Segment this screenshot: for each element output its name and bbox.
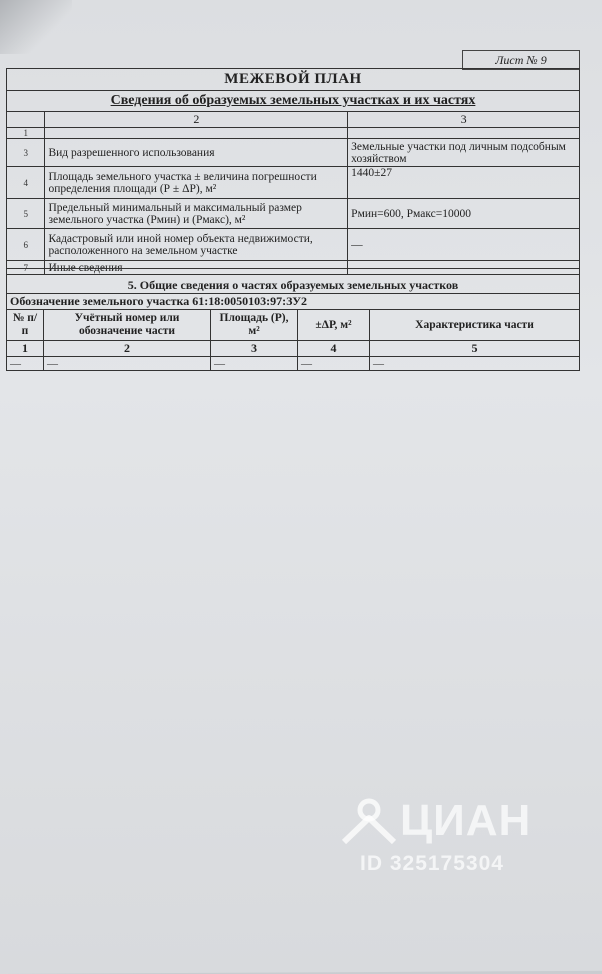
plan-subtitle: Сведения об образуемых земельных участках и их частях xyxy=(7,91,580,112)
row-label: Иные сведения xyxy=(45,261,348,275)
watermark-brand: ЦИАН xyxy=(400,796,532,845)
header-error: ±ΔР, м² xyxy=(298,310,370,341)
row-value: — xyxy=(348,261,580,275)
column-number-1: 1 xyxy=(7,341,44,357)
page-edge-shadow xyxy=(0,0,72,54)
column-header-1 xyxy=(7,112,45,128)
row-label: Кадастровый или иной номер объекта недвижимости, расположенного на земельном участке xyxy=(45,229,348,261)
table-row: 4 Площадь земельного участка ± величина погрешности определения площади (Р ± ΔР), м² 1440±27 xyxy=(7,167,580,199)
header-characteristic: Характеристика части xyxy=(370,310,580,341)
header-account-number: Учётный номер или обозначение части xyxy=(44,310,211,341)
column-number-5: 5 xyxy=(370,341,580,357)
parts-table xyxy=(6,268,580,371)
sheet-number: Лист № 9 xyxy=(495,52,547,67)
row-value: — xyxy=(348,229,580,261)
row-value: 1440±27 xyxy=(348,167,580,199)
section-title: 5. Общие сведения о частях образуемых земельных участков xyxy=(7,269,580,294)
row-label: Предельный минимальный и максимальный размер земельного участка (Рмин) и (Рмакс), м² xyxy=(45,199,348,229)
table-row: 6 Кадастровый или иной номер объекта недвижимости, расположенного на земельном участке — xyxy=(7,229,580,261)
cian-logo-icon xyxy=(336,790,402,856)
column-header-3: 3 xyxy=(348,112,580,128)
column-number-3: 3 xyxy=(211,341,298,357)
plan-table xyxy=(6,68,580,275)
table-row: 7 Иные сведения — xyxy=(7,261,580,275)
column-number-4: 4 xyxy=(298,341,370,357)
watermark xyxy=(336,780,556,880)
table-row: 5 Предельный минимальный и максимальный размер земельного участка (Рмин) и (Рмакс), м² Рмин=600, Рмакс=10000 xyxy=(7,199,580,229)
sheet-number-box xyxy=(462,50,580,70)
header-area: Площадь (Р), м² xyxy=(211,310,298,341)
header-number: № п/п xyxy=(7,310,44,341)
plan-title: МЕЖЕВОЙ ПЛАН xyxy=(7,69,580,91)
table-row: 3 Вид разрешенного использования Земельные участки под личным подсобным хозяйством xyxy=(7,139,580,167)
table-row: — — — — — xyxy=(7,357,580,371)
parcel-designation: Обозначение земельного участка 61:18:0050103:97:ЗУ2 xyxy=(7,294,580,310)
watermark-id: ID 325175304 xyxy=(360,852,504,875)
column-header-2: 2 xyxy=(45,112,348,128)
row-value: Рмин=600, Рмакс=10000 xyxy=(348,199,580,229)
row-value: Земельные участки под личным подсобным хозяйством xyxy=(348,139,580,167)
row-label: Вид разрешенного использования xyxy=(45,139,348,167)
table-row: 1 xyxy=(7,128,580,139)
column-number-2: 2 xyxy=(44,341,211,357)
row-label: Площадь земельного участка ± величина погрешности определения площади (Р ± ΔР), м² xyxy=(45,167,348,199)
